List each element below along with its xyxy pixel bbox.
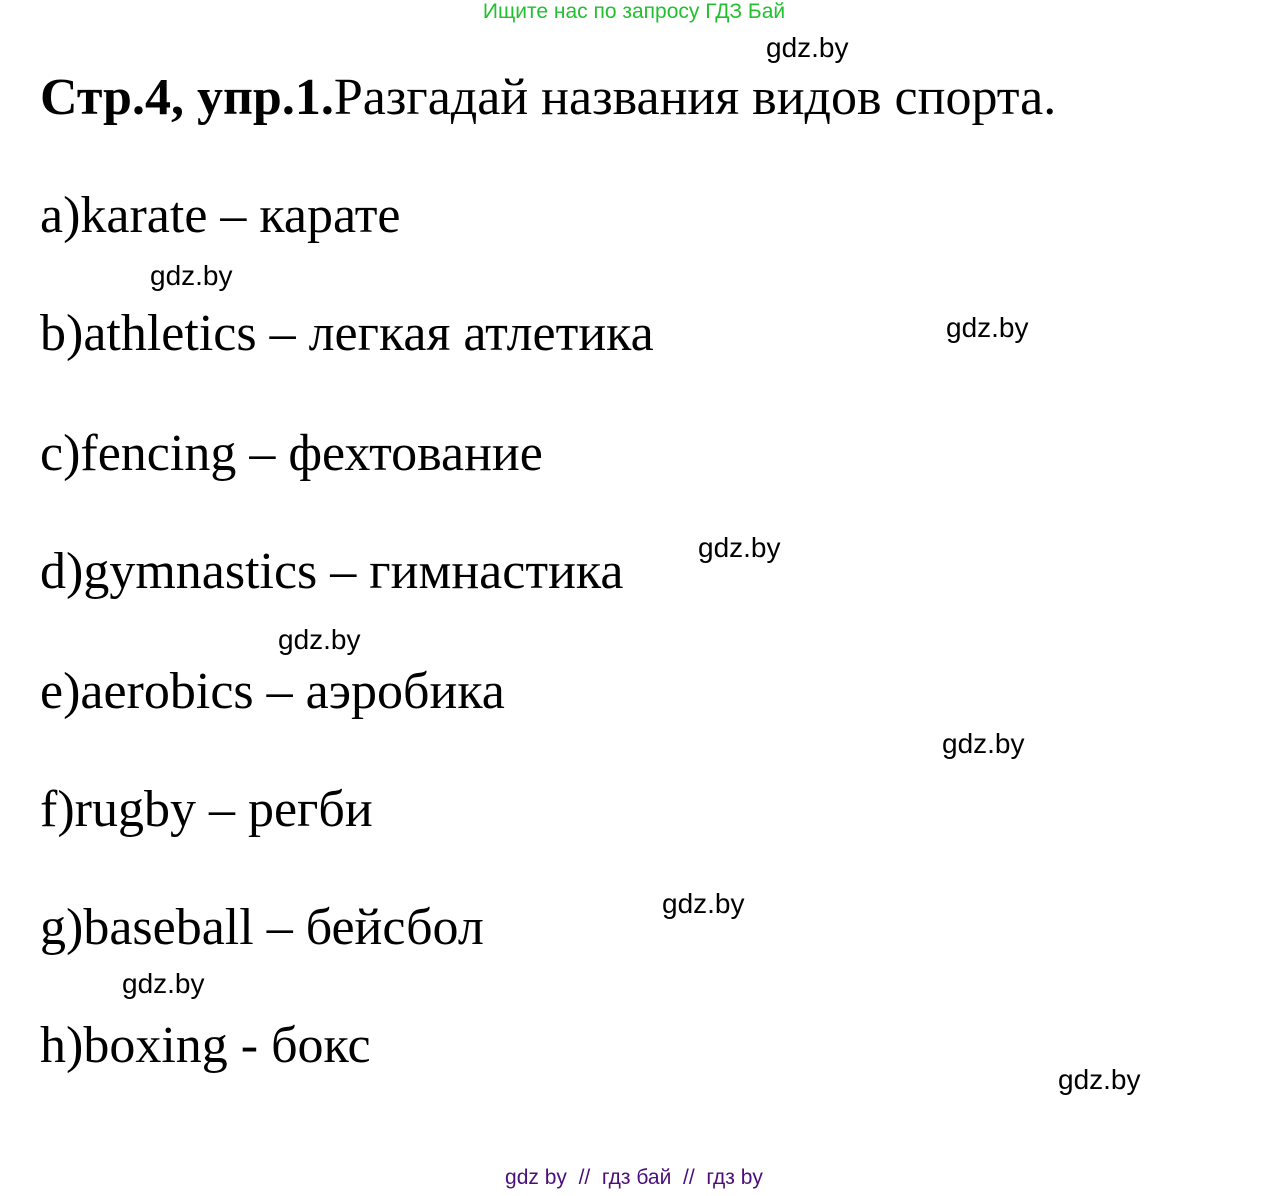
answer-item: e)aerobics – аэробика <box>40 663 505 720</box>
answer-item: g)baseball – бейсбол <box>40 899 484 956</box>
watermark: gdz.by <box>150 260 233 291</box>
page-title <box>40 68 1056 127</box>
watermark: gdz.by <box>278 624 361 655</box>
watermark: gdz.by <box>662 888 745 919</box>
watermark: gdz.by <box>1058 1064 1141 1095</box>
answer-item: h)boxing - бокс <box>40 1017 371 1074</box>
watermark: gdz.by <box>942 728 1025 759</box>
search-banner: Ищите нас по запросу ГДЗ Бай <box>482 0 786 23</box>
watermark: gdz.by <box>122 968 205 999</box>
answer-item: c)fencing – фехтование <box>40 425 543 482</box>
answer-item: d)gymnastics – гимнастика <box>40 543 624 600</box>
answer-item: f)rugby – регби <box>40 781 373 838</box>
footer-links: gdz by // гдз бай // гдз by <box>505 1166 763 1189</box>
exercise-number: Стр.4, упр.1. <box>40 69 334 126</box>
answer-item: a)karate – карате <box>40 187 401 244</box>
answer-item: b)athletics – легкая атлетика <box>40 305 654 362</box>
exercise-instruction: Разгадай названия видов спорта. <box>333 69 1057 126</box>
watermark: gdz.by <box>698 532 781 563</box>
watermark: gdz.by <box>946 312 1029 343</box>
watermark: gdz.by <box>766 32 849 63</box>
